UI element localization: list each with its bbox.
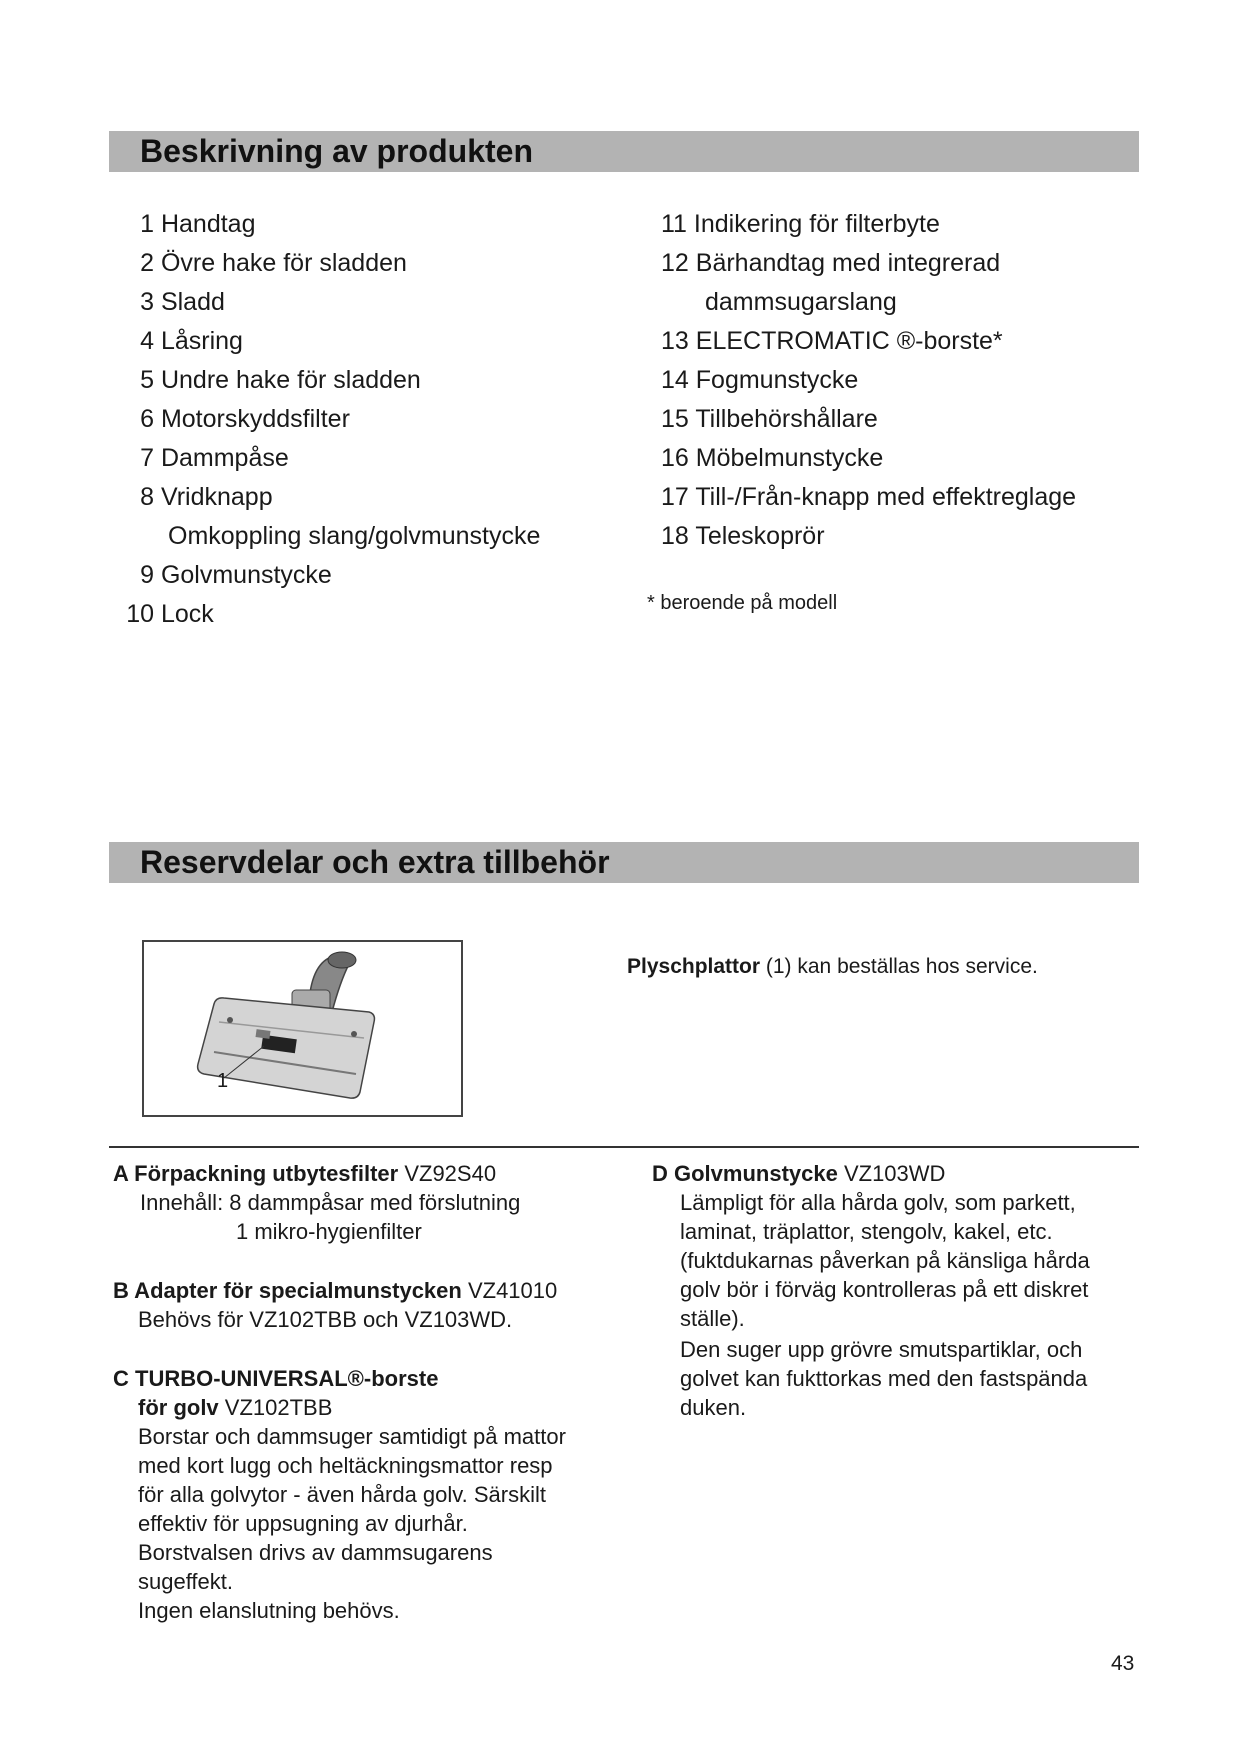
floor-nozzle-image <box>142 940 463 1117</box>
accessory-d-line: golv bör i förväg kontrolleras på ett diskret <box>680 1277 1089 1302</box>
list-item-continuation: dammsugarslang <box>705 288 897 316</box>
list-item: 9 Golvmunstycke <box>140 561 332 589</box>
accessory-d-heading: D Golvmunstycke VZ103WD <box>652 1161 946 1186</box>
accessory-d-line: (fuktdukarnas påverkan på känsliga hårda <box>680 1248 1090 1273</box>
floor-nozzle-drawing <box>144 942 461 1115</box>
page-number: 43 <box>1111 1652 1135 1675</box>
list-item: 15 Tillbehörshållare <box>661 405 878 433</box>
list-item: 10 Lock <box>126 600 214 628</box>
accessory-d-line: laminat, träplattor, stengolv, kakel, etc. <box>680 1219 1053 1244</box>
accessory-c-line: Borstar och dammsuger samtidigt på mattor <box>138 1424 566 1449</box>
list-item: 17 Till-/Från-knapp med effektreglage <box>661 483 1077 511</box>
section-title-spare-parts: Reservdelar och extra tillbehör <box>140 844 610 880</box>
list-item: 14 Fogmunstycke <box>661 366 859 394</box>
divider <box>109 1146 1139 1148</box>
list-item: 11 Indikering för filterbyte <box>661 210 940 238</box>
list-item: 2 Övre hake för sladden <box>140 249 407 277</box>
list-item: 13 ELECTROMATIC ®-borste* <box>661 327 1003 355</box>
list-item: 6 Motorskyddsfilter <box>140 405 350 433</box>
accessory-c-line: Ingen elanslutning behövs. <box>138 1598 400 1623</box>
list-item: 5 Undre hake för sladden <box>140 366 421 394</box>
accessory-c-heading: C TURBO-UNIVERSAL®-borste <box>113 1366 439 1391</box>
accessory-c-line: Borstvalsen drivs av dammsugarens <box>138 1540 493 1565</box>
list-item: 3 Sladd <box>140 288 225 316</box>
plysch-text: Plyschplattor (1) kan beställas hos service. <box>627 955 1038 978</box>
accessory-c-line: med kort lugg och heltäckningsmattor resp <box>138 1453 553 1478</box>
list-item: 1 Handtag <box>140 210 256 238</box>
list-item: 18 Teleskoprör <box>661 522 825 550</box>
accessory-c-line: sugeffekt. <box>138 1569 233 1594</box>
figure-callout-label: 1 <box>217 1070 229 1092</box>
accessory-d-line: golvet kan fukttorkas med den fastspända <box>680 1366 1088 1391</box>
accessory-a-line: 1 mikro-hygienfilter <box>236 1219 422 1244</box>
list-item: 8 Vridknapp <box>140 483 273 511</box>
footnote: * beroende på modell <box>647 592 838 614</box>
accessory-d-line: Den suger upp grövre smutspartiklar, och <box>680 1337 1083 1362</box>
list-item: 16 Möbelmunstycke <box>661 444 884 472</box>
accessory-d-line: Lämpligt för alla hårda golv, som parkett, <box>680 1190 1076 1215</box>
accessory-d-line: duken. <box>680 1395 747 1420</box>
accessory-c-line: effektiv för uppsugning av djurhår. <box>138 1511 468 1536</box>
accessory-a-line: Innehåll: 8 dammpåsar med förslutning <box>140 1190 521 1215</box>
section-header-bar <box>109 842 1139 883</box>
accessory-b-line: Behövs för VZ102TBB och VZ103WD. <box>138 1307 513 1332</box>
accessory-c-line: för alla golvytor - även hårda golv. Särskilt <box>138 1482 546 1507</box>
list-item: 7 Dammpåse <box>140 444 289 472</box>
section-title-description: Beskrivning av produkten <box>140 133 533 169</box>
accessory-d-line: ställe). <box>680 1306 745 1331</box>
list-item: 12 Bärhandtag med integrerad <box>661 249 1001 277</box>
list-item-continuation: Omkoppling slang/golvmunstycke <box>168 522 541 550</box>
section-header-bar <box>109 131 1139 172</box>
list-item: 4 Låsring <box>140 327 243 355</box>
accessory-a-heading: A Förpackning utbytesfilter VZ92S40 <box>113 1161 497 1186</box>
accessory-b-heading: B Adapter för specialmunstycken VZ41010 <box>113 1278 558 1303</box>
accessory-c-heading-2: för golv VZ102TBB <box>138 1395 333 1420</box>
